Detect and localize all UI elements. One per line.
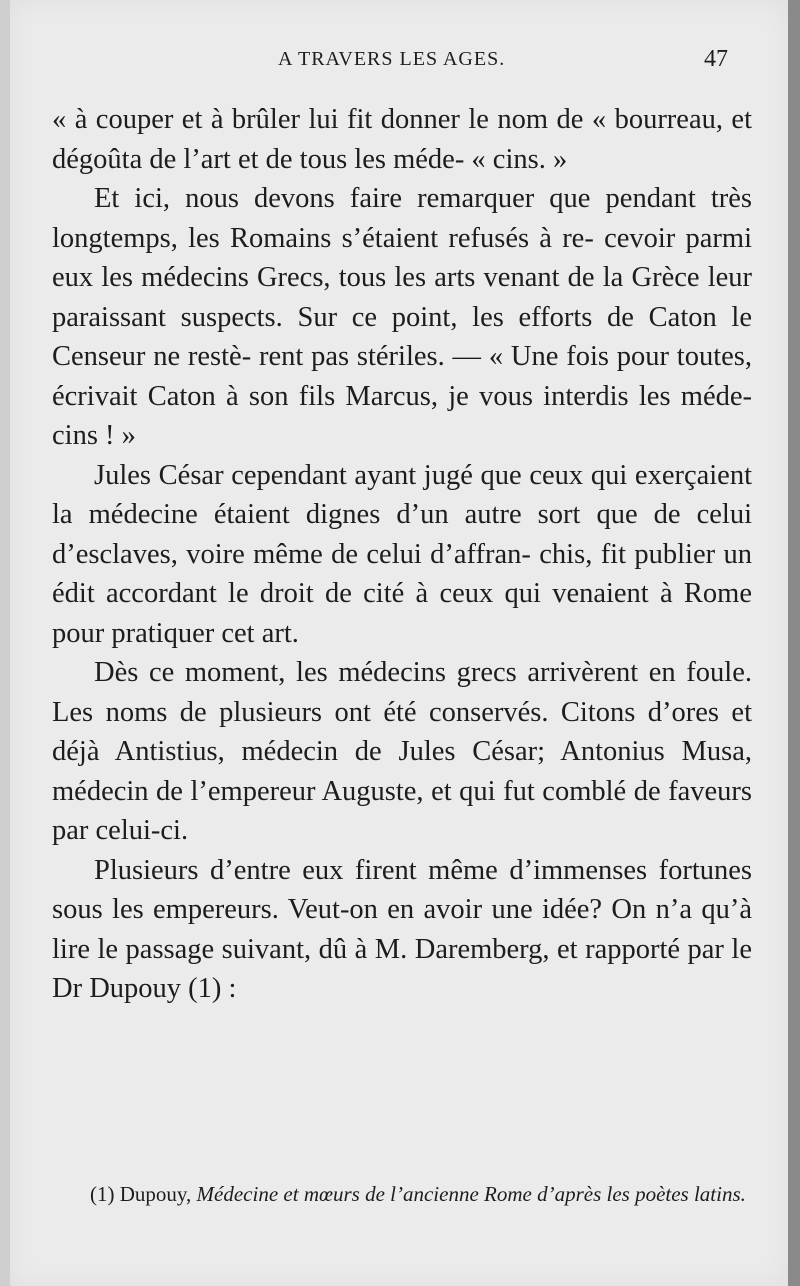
footnote xyxy=(52,1178,752,1210)
paragraph-quote-continuation: « à couper et à brûler lui fit donner le nom de « bourreau, et dégoûta de l’art et de tous les méde- « cins. » xyxy=(52,104,752,175)
paragraph-caton: Et ici, nous devons faire remarquer que pendant très longtemps, les Romains s’étaient refusés à re- cevoir parmi eux les médecins Grecs, tous les arts venant de la Grèce leur paraissant suspects. Sur ce point, les efforts de Caton le Censeur ne restè- rent pas stériles. — « Une fois pour toutes, écrivait Caton à son fils Marcus, je vous interdis les méde- cins ! » xyxy=(52,183,752,451)
main-text xyxy=(52,100,752,1009)
page-number: 47 xyxy=(704,46,728,72)
paragraph-jules-cesar: Jules César cependant ayant jugé que ceux qui exerçaient la médecine étaient dignes d’un autre sort que de celui d’esclaves, voire même de celui d’affran- chis, fit publier un édit accordant le droit de cité à ceux qui venaient à Rome pour pratiquer cet art. xyxy=(52,459,752,649)
footnote-title: Médecine et mœurs de l’ancienne Rome d’après les poètes latins. xyxy=(196,1182,746,1206)
footnote-prefix: (1) Dupouy, xyxy=(90,1182,197,1206)
paragraph-medecins-grecs: Dès ce moment, les médecins grecs arrivèrent en foule. Les noms de plusieurs ont été conservés. Citons d’ores et déjà Antistius, médecin de Jules César; Antonius Musa, médecin de l’empereur Auguste, et qui fut comblé de faveurs par celui-ci. xyxy=(52,657,752,846)
page-header xyxy=(10,48,788,78)
running-title: A TRAVERS LES AGES. xyxy=(278,48,506,70)
paragraph-fortunes: Plusieurs d’entre eux firent même d’immenses fortunes sous les empereurs. Veut-on en avoir une idée? On n’a qu’à lire le passage suivant, dû à M. Daremberg, et rapporté par le Dr Dupouy (1) : xyxy=(52,854,752,1004)
